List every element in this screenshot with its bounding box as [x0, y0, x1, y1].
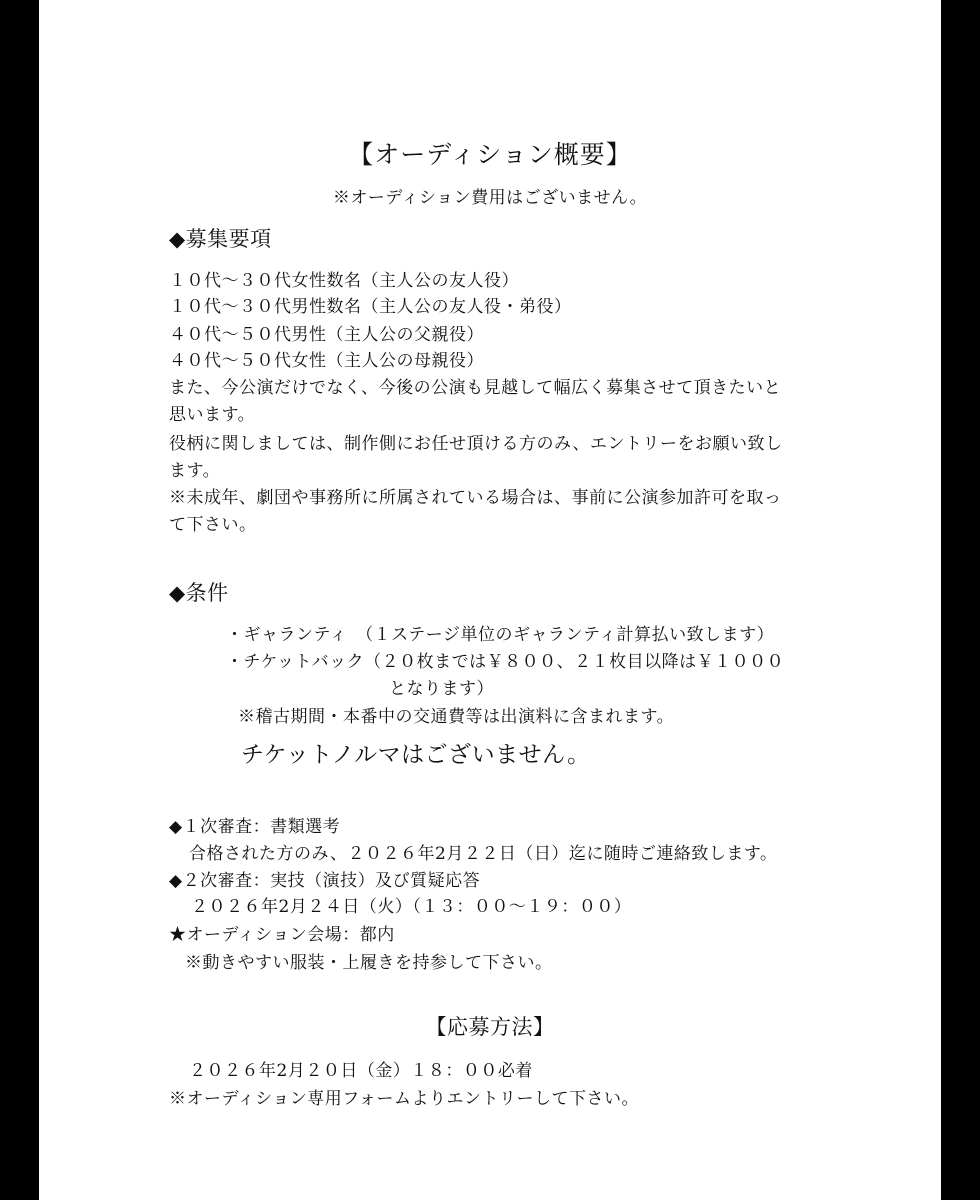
application-deadline: ２０２６年2月２０日（金）１８：００必着: [189, 1061, 533, 1081]
second-screening-date: ２０２６年2月２４日（火）（１３：００～１９：００）: [191, 897, 632, 917]
role-line: ４０代～５０代男性（主人公の父親役）: [169, 325, 484, 345]
recruitment-note: ※未成年、劇団や事務所に所属されている場合は、事前に公演参加許可を取っ: [169, 488, 782, 508]
recruitment-note: 思います。: [169, 405, 256, 425]
first-screening: ◆１次審査：書類選考: [169, 817, 341, 837]
recruitment-note: ます。: [169, 461, 221, 481]
subtitle-note: ※オーディション費用はございません。: [332, 188, 648, 208]
venue-note: ※動きやすい服装・上履きを持参して下さい。: [185, 953, 553, 973]
page-title: 【オーディション概要】: [348, 140, 632, 169]
guarantee-line: ・ギャランティ （１ステージ単位のギャランティ計算払い致します）: [226, 625, 775, 645]
role-line: １０代～３０代女性数名（主人公の友人役）: [169, 271, 519, 291]
document-page: [39, 0, 941, 1200]
second-screening: ◆２次審査：実技（演技）及び質疑応答: [169, 871, 481, 891]
role-line: ４０代～５０代女性（主人公の母親役）: [169, 351, 484, 371]
ticketback-line-cont: となります）: [389, 679, 494, 699]
application-heading: 【応募方法】: [425, 1015, 555, 1039]
recruitment-note: また、今公演だけでなく、今後の公演も見越して幅広く募集させて頂きたいと: [169, 378, 782, 398]
no-quota-note: チケットノルマはございません。: [241, 742, 591, 768]
recruitment-note: 役柄に関しましては、制作側にお任せ頂ける方のみ、エントリーをお願い致し: [169, 434, 783, 454]
ticketback-line: ・チケットバック（２０枚までは￥８００、２１枚目以降は￥１０００: [226, 652, 785, 672]
first-screening-detail: 合格された方のみ、２０２６年2月２２日（日）迄に随時ご連絡致します。: [189, 844, 778, 864]
recruitment-note: て下さい。: [169, 515, 257, 535]
conditions-heading: ◆条件: [169, 581, 229, 605]
recruitment-heading: ◆募集要項: [169, 227, 272, 251]
role-line: １０代～３０代男性数名（主人公の友人役・弟役）: [169, 297, 572, 317]
venue-line: ★オーディション会場：都内: [169, 925, 395, 945]
transport-note: ※稽古期間・本番中の交通費等は出演料に含まれます。: [238, 707, 675, 727]
application-method: ※オーディション専用フォームよりエントリーして下さい。: [169, 1089, 639, 1109]
